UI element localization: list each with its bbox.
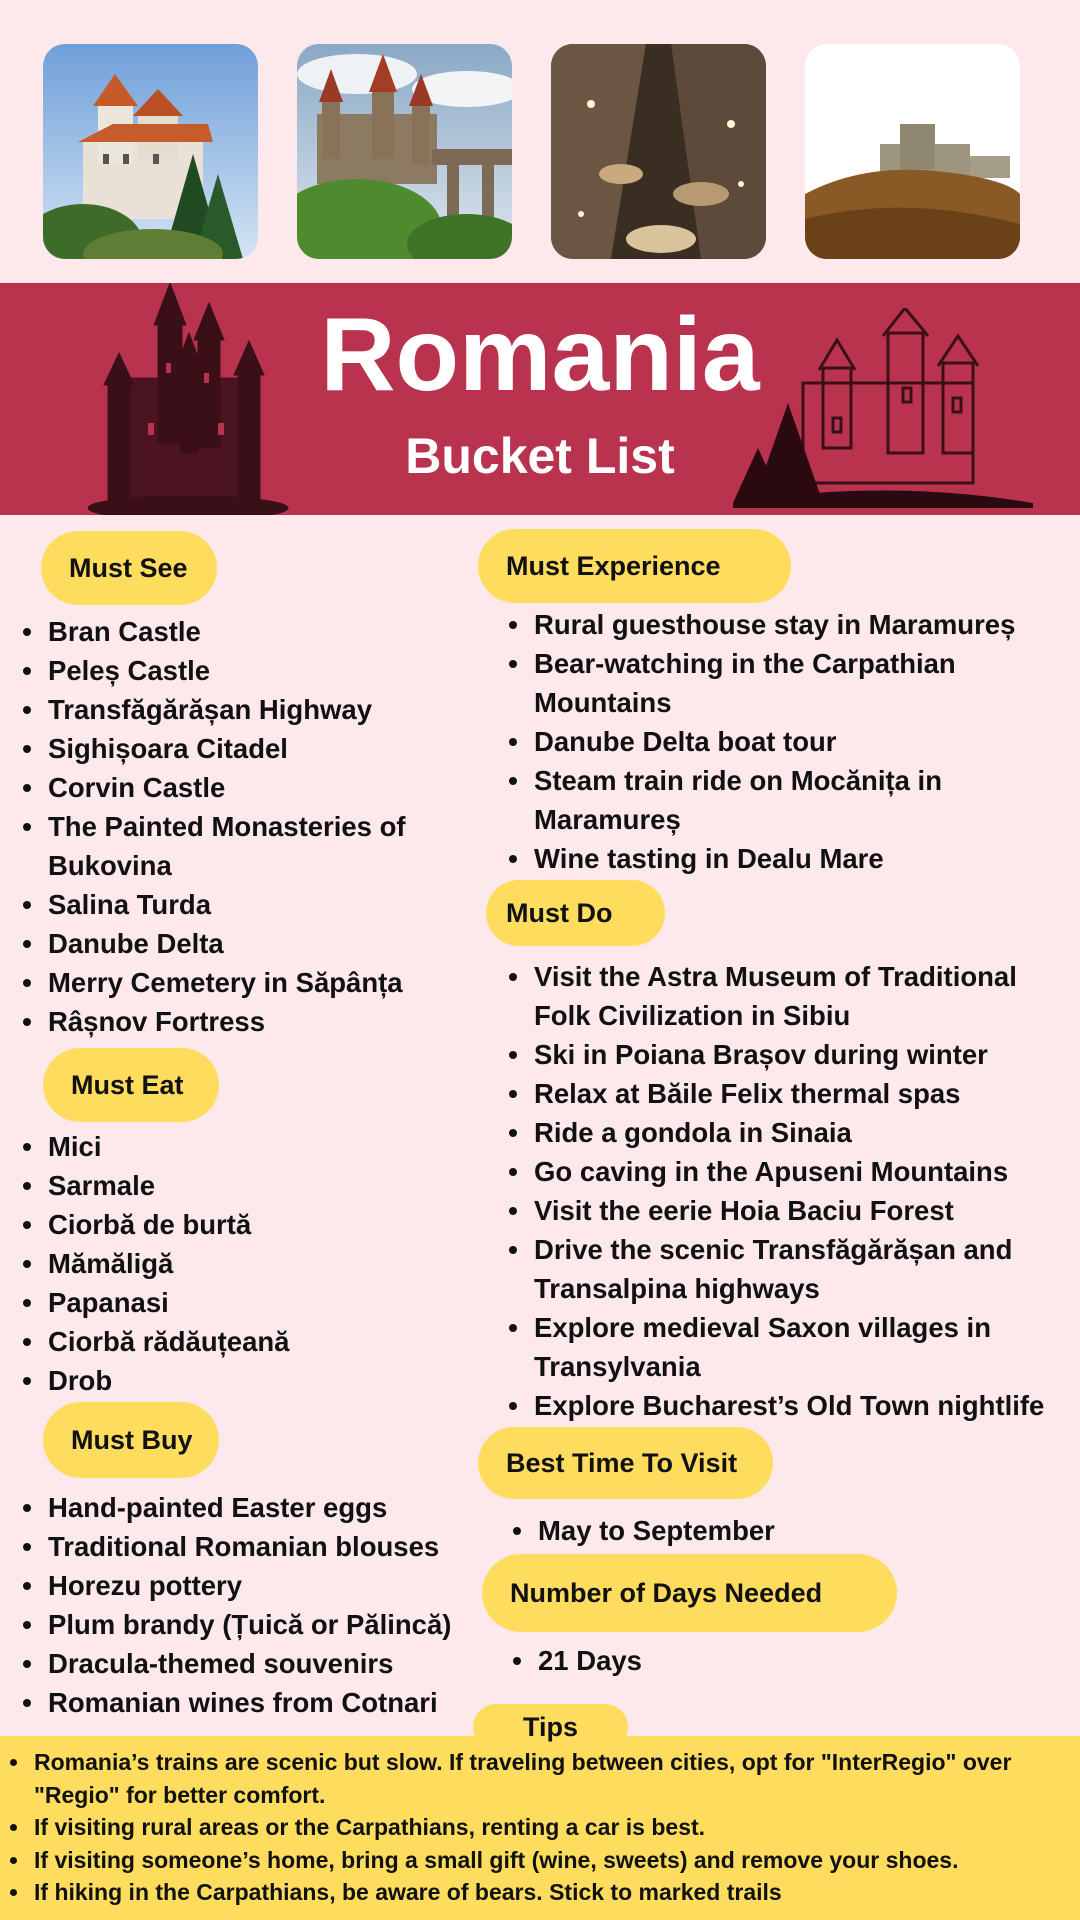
must-see-list [23,612,463,1041]
tip-item: If visiting rural areas or the Carpathians, renting a car is best. [8,1811,1068,1844]
list-item: Horezu pottery [23,1566,473,1605]
must-experience-heading: Must Experience [478,529,791,603]
days-needed-list [513,1641,1013,1680]
list-item: Bran Castle [23,612,463,651]
list-item: Visit the eerie Hoia Baciu Forest [509,1191,1074,1230]
list-item: Ski in Poiana Brașov during winter [509,1035,1074,1074]
must-buy-heading: Must Buy [43,1402,219,1478]
list-item: Wine tasting in Dealu Mare [509,839,1069,878]
rasnov-fortress-photo [805,44,1020,259]
page-title: Romania [320,297,760,413]
list-item: Bear-watching in the Carpathian Mountains [509,644,1069,722]
must-eat-heading: Must Eat [43,1048,219,1122]
list-item: Ciorbă rădăuțeană [23,1322,463,1361]
list-item: Hand-painted Easter eggs [23,1488,473,1527]
list-item: Peleș Castle [23,651,463,690]
page-subtitle: Bucket List [405,428,675,484]
list-item: Visit the Astra Museum of Traditional Folk Civilization in Sibiu [509,957,1074,1035]
list-item: Papanasi [23,1283,463,1322]
must-buy-list [23,1488,473,1722]
tips-heading: Tips [473,1704,628,1750]
bran-castle-photo [43,44,258,259]
list-item: Steam train ride on Mocănița in Maramureș [509,761,1069,839]
list-item: Relax at Băile Felix thermal spas [509,1074,1074,1113]
list-item: Transfăgărășan Highway [23,690,463,729]
list-item: Sarmale [23,1166,463,1205]
tips-list [8,1746,1068,1909]
list-item: Drob [23,1361,463,1400]
list-item: Drive the scenic Transfăgărășan and Transalpina highways [509,1230,1074,1308]
list-item: Corvin Castle [23,768,463,807]
list-item: Explore medieval Saxon villages in Transylvania [509,1308,1074,1386]
title-banner [0,283,1080,515]
list-item: Go caving in the Apuseni Mountains [509,1152,1074,1191]
must-experience-list [509,605,1069,878]
salina-turda-photo [551,44,766,259]
list-item: Romanian wines from Cotnari [23,1683,473,1722]
list-item: 21 Days [513,1641,1013,1680]
list-item: Sighișoara Citadel [23,729,463,768]
tip-item: If visiting someone’s home, bring a small gift (wine, sweets) and remove your shoes. [8,1844,1068,1877]
days-needed-heading: Number of Days Needed [482,1554,897,1632]
list-item: May to September [513,1511,1013,1550]
list-item: Traditional Romanian blouses [23,1527,473,1566]
must-do-heading: Must Do [486,880,665,946]
list-item: Danube Delta boat tour [509,722,1069,761]
list-item: Mici [23,1127,463,1166]
list-item: Salina Turda [23,885,463,924]
list-item: Rural guesthouse stay in Maramureș [509,605,1069,644]
best-time-list [513,1511,1013,1550]
list-item: Danube Delta [23,924,463,963]
list-item: Mămăligă [23,1244,463,1283]
list-item: The Painted Monasteries of Bukovina [23,807,463,885]
list-item: Explore Bucharest’s Old Town nightlife [509,1386,1074,1425]
best-time-heading: Best Time To Visit [478,1427,773,1499]
list-item: Râșnov Fortress [23,1002,463,1041]
must-do-list [509,957,1074,1425]
list-item: Dracula-themed souvenirs [23,1644,473,1683]
must-eat-list [23,1127,463,1400]
tip-item: If hiking in the Carpathians, be aware of bears. Stick to marked trails [8,1876,1068,1909]
must-see-heading: Must See [41,531,217,605]
tip-item: Romania’s trains are scenic but slow. If traveling between cities, opt for "InterRegio" over "Regio" for better comfort. [8,1746,1068,1811]
list-item: Merry Cemetery in Săpânța [23,963,463,1002]
corvin-castle-photo [297,44,512,259]
list-item: Ciorbă de burtă [23,1205,463,1244]
list-item: Plum brandy (Țuică or Pălincă) [23,1605,473,1644]
list-item: Ride a gondola in Sinaia [509,1113,1074,1152]
